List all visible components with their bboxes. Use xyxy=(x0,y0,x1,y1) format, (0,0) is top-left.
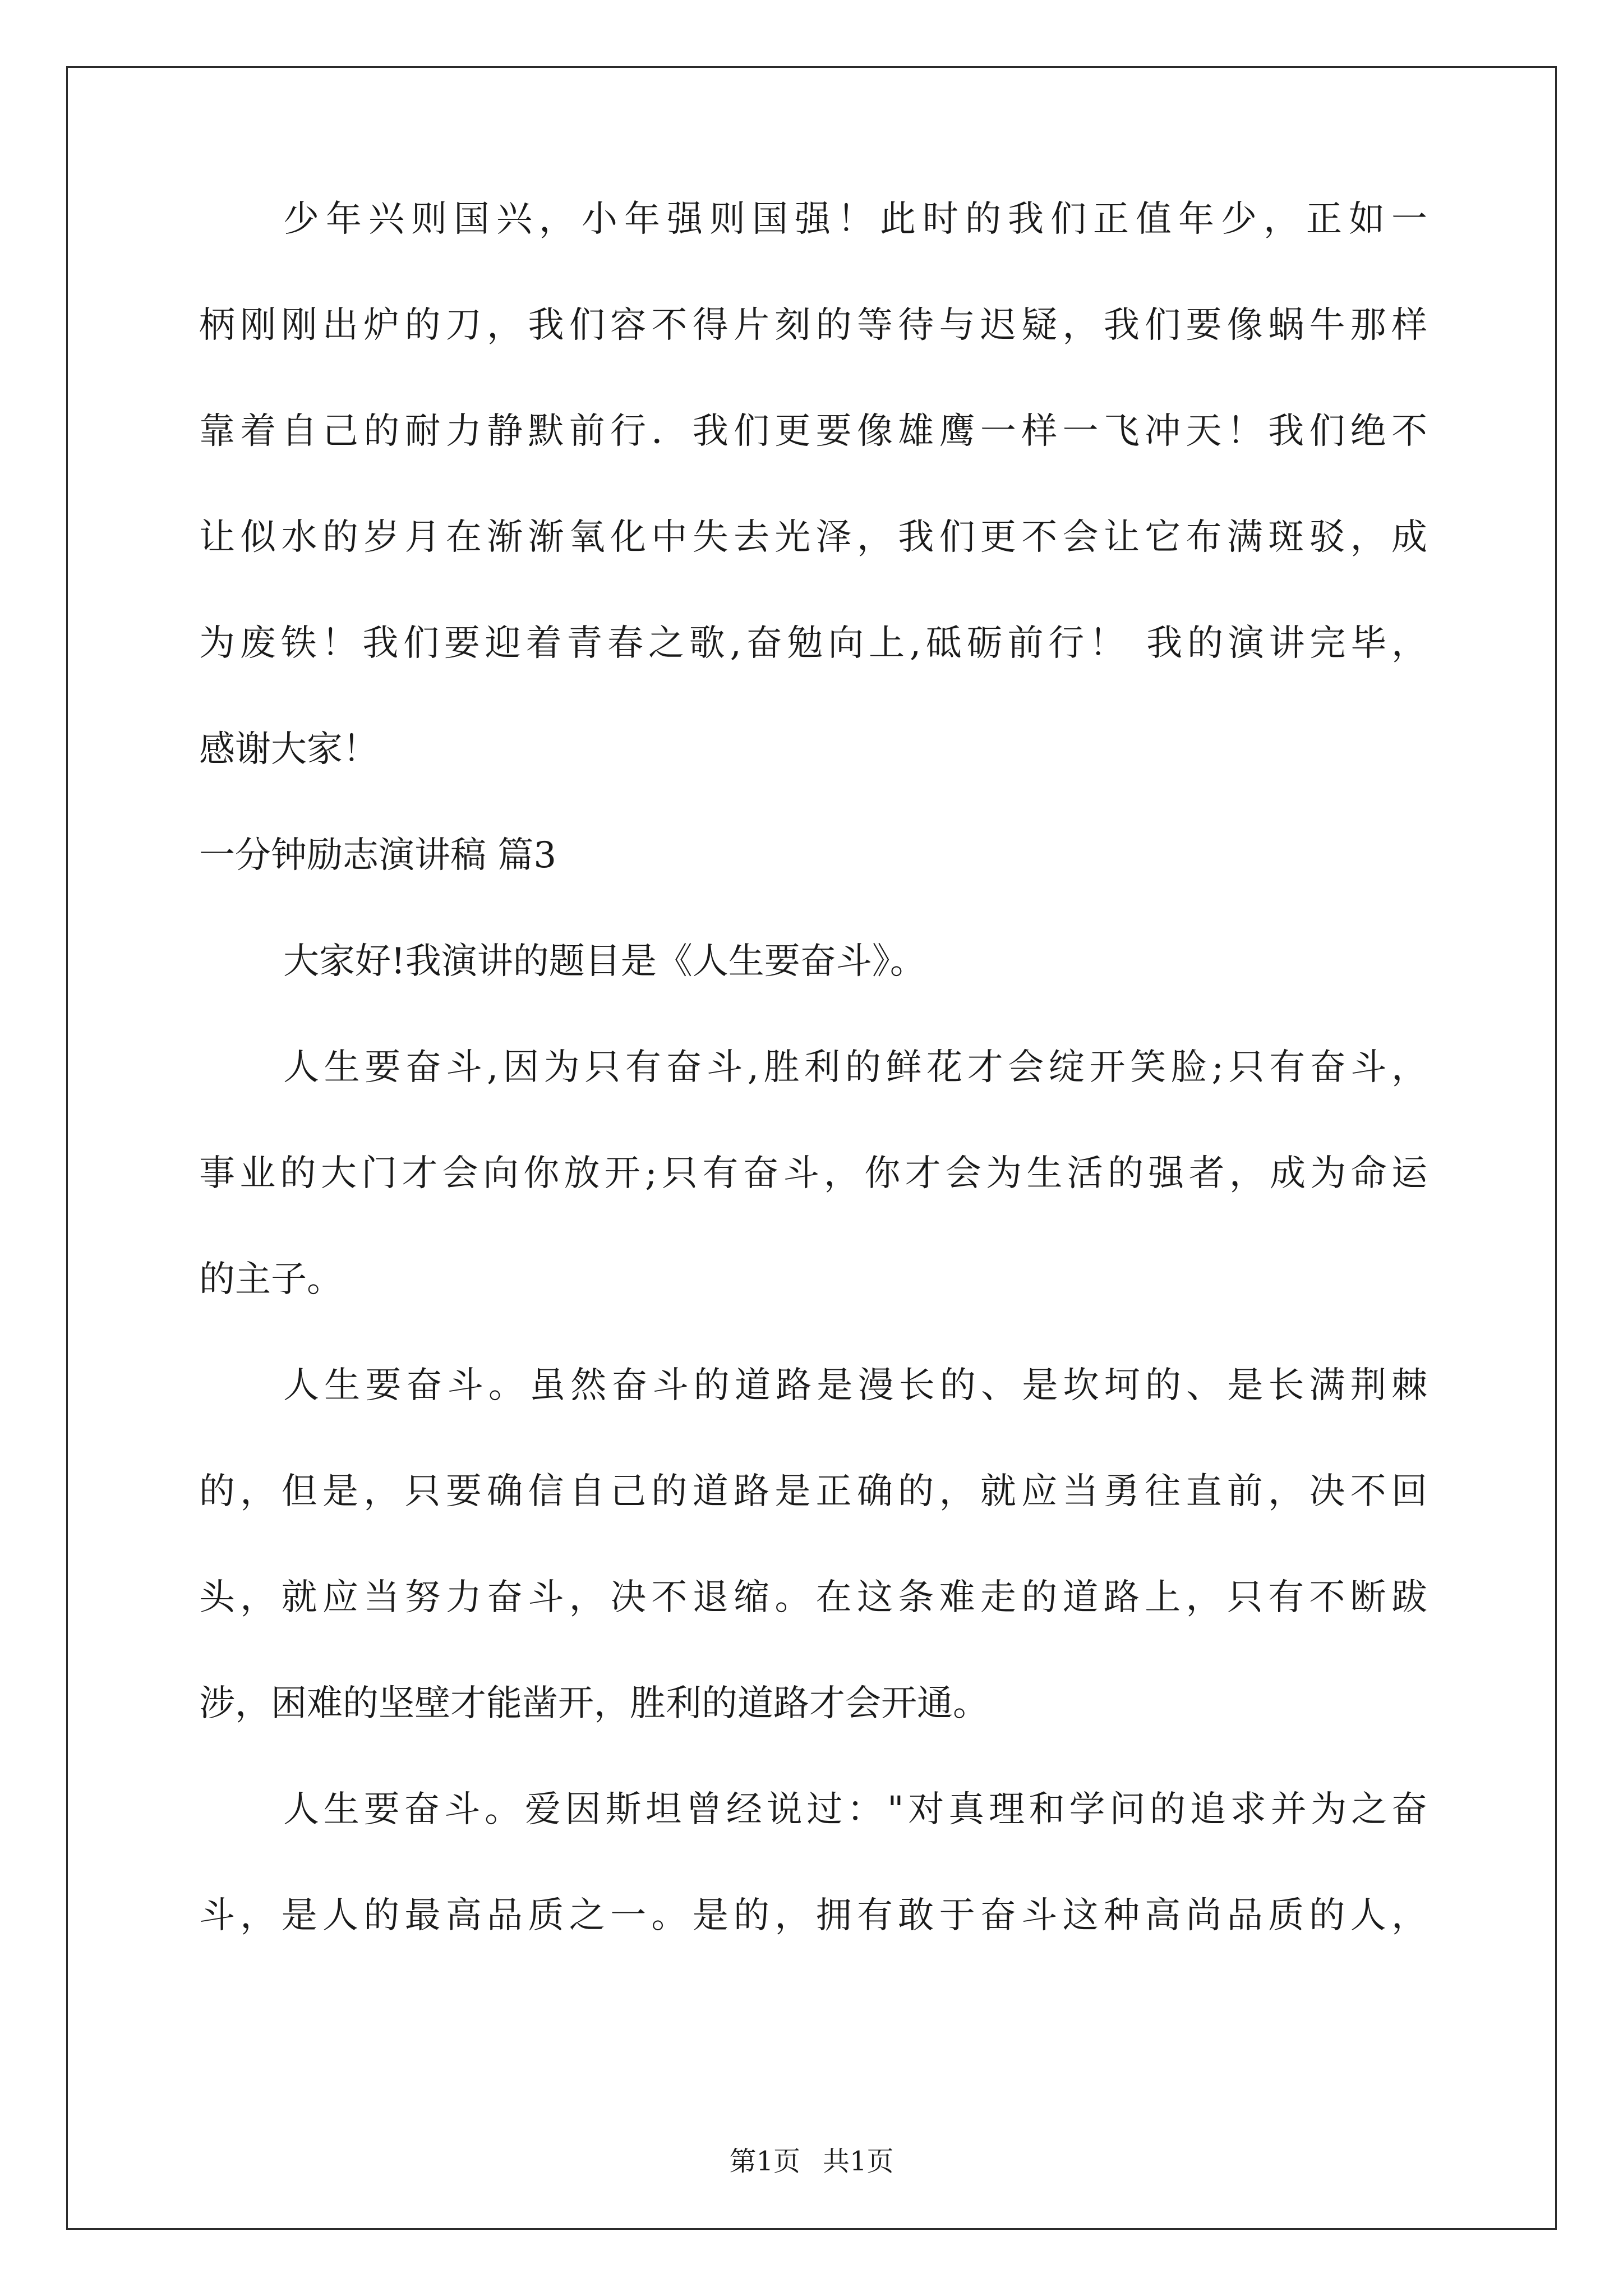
text-line: 人生要奋斗,因为只有奋斗,胜利的鲜花才会绽开笑脸;只有奋斗， xyxy=(283,1047,1427,1088)
text-line: 让似水的岁月在渐渐氧化中失去光泽，我们更不会让它布满斑驳，成 xyxy=(199,517,1427,558)
text-line: 柄刚刚出炉的刀，我们容不得片刻的等待与迟疑，我们要像蜗牛那样 xyxy=(199,305,1427,346)
text-line: 事业的大门才会向你放开;只有奋斗，你才会为生活的强者，成为命运 xyxy=(199,1153,1427,1194)
page-total: 共1页 xyxy=(823,2146,894,2177)
text-line: 少年兴则国兴，小年强则国强！此时的我们正值年少，正如一 xyxy=(283,199,1427,240)
text-line: 涉，困难的坚壁才能凿开，胜利的道路才会开通。 xyxy=(199,1683,989,1724)
text-line: 靠着自己的耐力静默前行．我们更要像雄鹰一样一飞冲天！我们绝不 xyxy=(199,411,1427,452)
text-line: 人生要奋斗。爱因斯坦曾经说过："对真理和学问的追求并为之奋 xyxy=(283,1789,1427,1830)
page-number: 第1页 xyxy=(729,2146,800,2177)
document-body xyxy=(199,199,1427,2004)
text-line: 为废铁！我们要迎着青春之歌,奋勉向上,砥砺前行！ 我的演讲完毕， xyxy=(199,623,1427,664)
text-line: 感谢大家！ xyxy=(199,729,379,770)
section-heading: 一分钟励志演讲稿 篇3 xyxy=(199,835,557,876)
text-line: 大家好!我演讲的题目是《人生要奋斗》。 xyxy=(283,941,926,982)
page-footer xyxy=(0,2147,1623,2175)
text-line: 斗，是人的最高品质之一。是的，拥有敢于奋斗这种高尚品质的人， xyxy=(199,1895,1427,1936)
text-line: 头，就应当努力奋斗，决不退缩。在这条难走的道路上，只有不断跋 xyxy=(199,1577,1427,1618)
text-line: 的主子。 xyxy=(199,1259,343,1300)
text-line: 的，但是，只要确信自己的道路是正确的，就应当勇往直前，决不回 xyxy=(199,1471,1427,1512)
text-line: 人生要奋斗。虽然奋斗的道路是漫长的、是坎坷的、是长满荆棘 xyxy=(283,1365,1427,1406)
